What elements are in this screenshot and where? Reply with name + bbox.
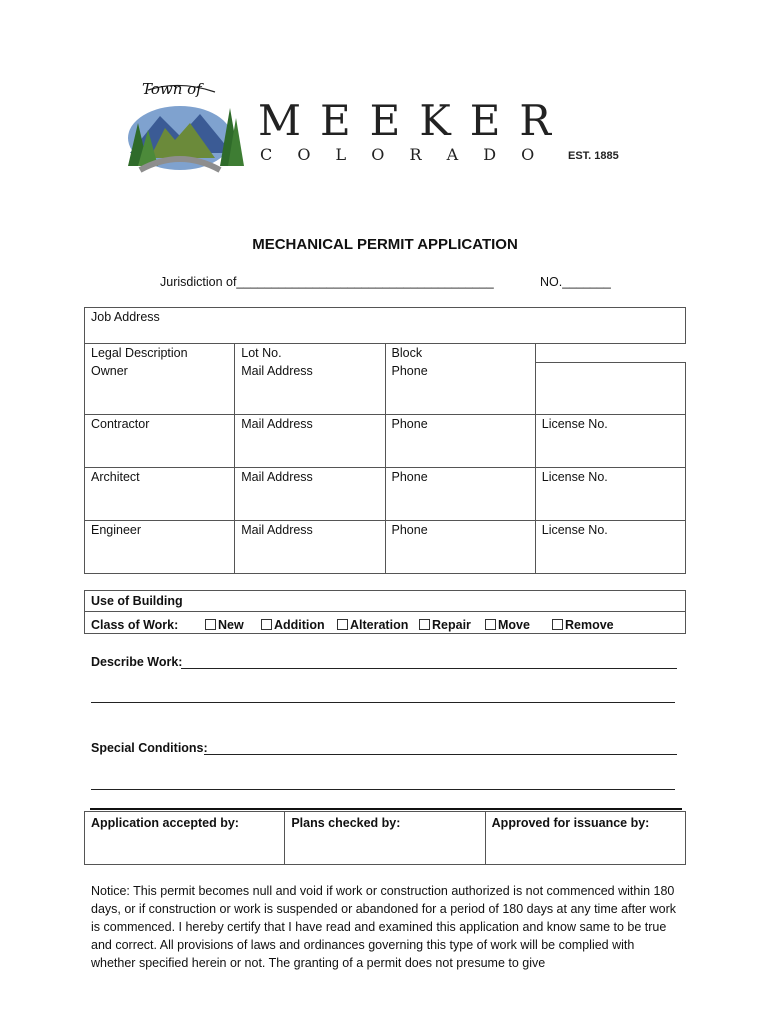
checkbox-icon [337, 619, 348, 630]
owner-cell[interactable] [85, 362, 235, 414]
job-address-cell[interactable] [85, 308, 686, 344]
checkbox-label: Move [498, 618, 530, 632]
mail-address-label: Mail Address [241, 364, 313, 378]
mail-address-label: Mail Address [241, 469, 313, 484]
checkbox-label: Alteration [350, 618, 409, 632]
checkbox-addition[interactable] [261, 618, 325, 632]
checkbox-label: Addition [274, 618, 325, 632]
lot-no-label: Lot No. [241, 346, 282, 360]
phone-label: Phone [391, 416, 428, 431]
section-divider [90, 808, 682, 810]
block-cell[interactable] [385, 344, 535, 363]
phone-label: Phone [391, 469, 428, 484]
phone-label: Phone [391, 364, 428, 378]
class-of-work-label: Class of Work: [91, 618, 179, 632]
lot-no-cell[interactable] [235, 344, 385, 363]
checkbox-icon [552, 619, 563, 630]
contractor-mail-cell[interactable] [235, 414, 385, 467]
checkbox-label: New [218, 618, 244, 632]
license-no-label: License No. [541, 522, 608, 537]
empty-cell [535, 344, 685, 363]
architect-phone-cell[interactable] [385, 467, 535, 520]
architect-label: Architect [91, 469, 140, 484]
contractor-license-cell[interactable] [535, 414, 685, 467]
checkbox-remove[interactable] [552, 618, 614, 632]
accepted-by-label: Application accepted by: [91, 816, 239, 830]
divider [85, 611, 685, 612]
contractor-label: Contractor [91, 416, 150, 431]
job-address-label: Job Address [91, 310, 160, 324]
checkbox-new[interactable] [205, 618, 244, 632]
owner-phone-cell[interactable] [385, 362, 535, 414]
checkbox-alteration[interactable] [337, 618, 408, 632]
permit-number-field[interactable]: NO._______ [540, 275, 611, 289]
jurisdiction-field[interactable]: Jurisdiction of_____________________________________ [160, 275, 494, 289]
checked-by-label: Plans checked by: [291, 816, 401, 830]
mail-address-label: Mail Address [241, 416, 313, 431]
checkbox-repair[interactable] [419, 618, 471, 632]
owner-extra-cell[interactable] [535, 362, 685, 414]
applicant-info-table [84, 307, 686, 574]
accepted-by-cell[interactable] [85, 812, 285, 865]
checkbox-label: Repair [432, 618, 471, 632]
special-conditions-label: Special Conditions: [91, 741, 208, 755]
special-conditions-line-2[interactable] [91, 789, 675, 790]
logo-state: C O L O R A D O [260, 145, 545, 164]
contractor-phone-cell[interactable] [385, 414, 535, 467]
logo-est: EST. 1885 [568, 150, 619, 162]
use-of-building-label[interactable]: Use of Building [91, 594, 183, 608]
license-no-label: License No. [541, 469, 608, 484]
approved-by-cell[interactable] [485, 812, 685, 865]
engineer-phone-cell[interactable] [385, 520, 535, 573]
mail-address-label: Mail Address [241, 522, 313, 537]
architect-mail-cell[interactable] [235, 467, 385, 520]
contractor-cell[interactable] [85, 414, 235, 467]
architect-license-cell[interactable] [535, 467, 685, 520]
describe-work-label: Describe Work: [91, 655, 183, 669]
checked-by-cell[interactable] [285, 812, 485, 865]
legal-description-cell[interactable] [85, 344, 235, 363]
checkbox-icon [261, 619, 272, 630]
logo-name: MEEKER [258, 96, 570, 145]
approved-by-label: Approved for issuance by: [491, 816, 650, 830]
work-class-box [84, 590, 686, 634]
checkbox-move[interactable] [485, 618, 530, 632]
checkbox-icon [485, 619, 496, 630]
owner-mail-cell[interactable] [235, 362, 385, 414]
engineer-license-cell[interactable] [535, 520, 685, 573]
special-conditions-line-1[interactable] [204, 754, 677, 755]
describe-work-line-1[interactable] [181, 668, 677, 669]
architect-cell[interactable] [85, 467, 235, 520]
town-logo [120, 78, 620, 178]
engineer-cell[interactable] [85, 520, 235, 573]
checkbox-label: Remove [565, 618, 614, 632]
block-label: Block [391, 346, 423, 360]
owner-label: Owner [91, 364, 128, 378]
approvals-table [84, 811, 686, 865]
describe-work-line-2[interactable] [91, 702, 675, 703]
engineer-label: Engineer [91, 522, 142, 537]
town-of-script: Town of [142, 80, 202, 98]
license-no-label: License No. [541, 416, 608, 431]
page-title: MECHANICAL PERMIT APPLICATION [252, 236, 518, 253]
engineer-mail-cell[interactable] [235, 520, 385, 573]
notice-text: Notice: This permit becomes null and void if work or construction authorized is not commenced within 180 days, or if construction or work is suspended or abandoned for a period of 180 days at any time after work is commenced. I hereby certify that I have read and examined this application and know same to be true and correct. All provisions of laws and ordinances governing this type of work will be complied with whether specified herein or not. The granting of a permit does not presume to give [91, 884, 677, 970]
legal-description-label: Legal Description [91, 346, 188, 360]
phone-label: Phone [391, 522, 428, 537]
checkbox-icon [419, 619, 430, 630]
checkbox-icon [205, 619, 216, 630]
